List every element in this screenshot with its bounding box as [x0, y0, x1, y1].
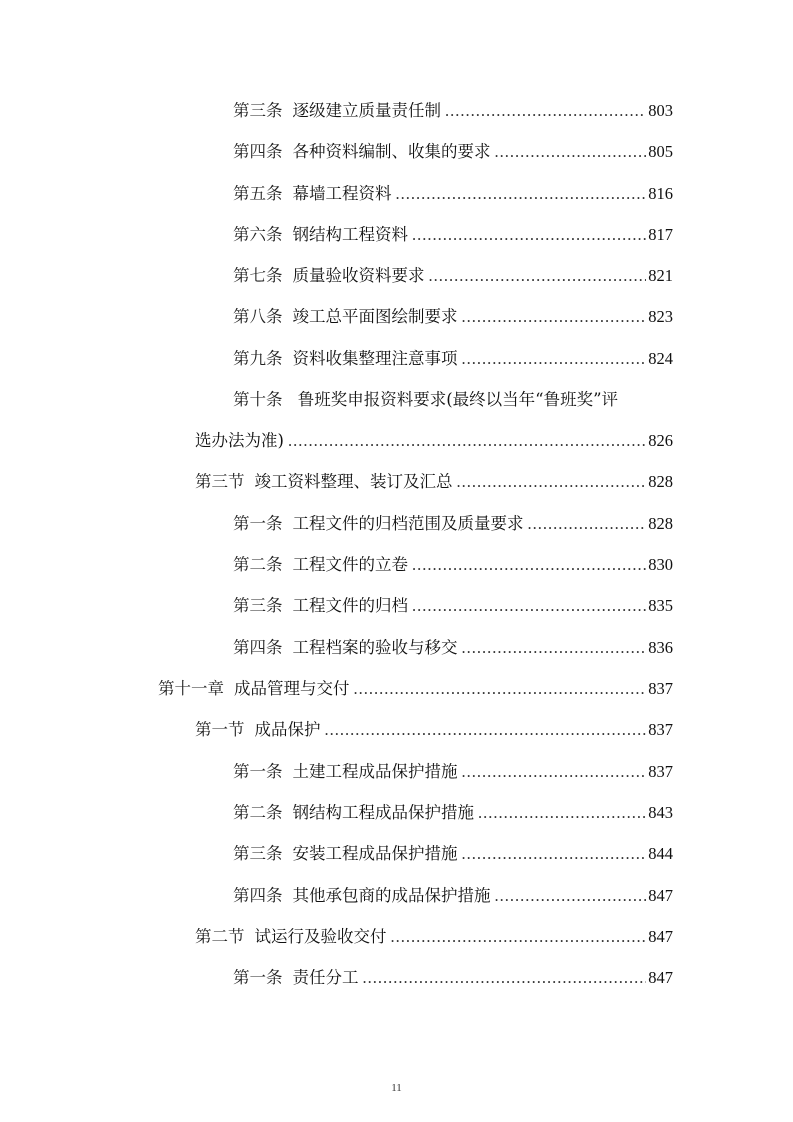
entry-title: 竣工总平面图绘制要求: [292, 307, 458, 326]
entry-number: 第七条: [233, 266, 283, 285]
dot-leader: [495, 882, 647, 910]
entry-page: 817: [648, 225, 673, 244]
dot-leader: [462, 758, 647, 786]
toc-entry[interactable]: [233, 964, 673, 992]
entry-number: 第一条: [233, 968, 283, 987]
entry-title: 钢结构工程资料: [292, 225, 408, 244]
dot-leader: [412, 551, 646, 579]
entry-number: 第十一章: [158, 679, 224, 698]
entry-title: 质量验收资料要求: [292, 266, 425, 285]
entry-title: 工程文件的归档范围及质量要求: [292, 514, 524, 533]
entry-page: 824: [648, 349, 673, 368]
entry-number: 第二条: [233, 555, 283, 574]
entry-page: 843: [648, 803, 673, 822]
dot-leader: [288, 427, 646, 455]
entry-number: 第三节: [195, 472, 245, 491]
entry-title: 逐级建立质量责任制: [292, 101, 441, 120]
toc-entry[interactable]: [233, 592, 673, 620]
dot-leader: [462, 303, 647, 331]
entry-page: 847: [648, 886, 673, 905]
entry-title: 土建工程成品保护措施: [292, 762, 458, 781]
toc-entry[interactable]: [233, 882, 673, 910]
entry-page: 847: [648, 968, 673, 987]
dot-leader: [495, 138, 647, 166]
entry-page: 837: [648, 679, 673, 698]
dot-leader: [325, 716, 647, 744]
entry-title: 各种资料编制、收集的要求: [292, 142, 491, 161]
entry-title: 成品管理与交付: [234, 679, 350, 698]
toc-entry[interactable]: [233, 634, 673, 662]
page-number: 11: [391, 1082, 402, 1094]
toc-entry[interactable]: [195, 468, 673, 496]
entry-title: 工程文件的立卷: [292, 555, 408, 574]
entry-number: 第二条: [233, 803, 283, 822]
toc-entry[interactable]: [233, 510, 673, 538]
toc-entry[interactable]: [195, 923, 673, 951]
entry-number: 第一节: [195, 720, 245, 739]
toc-entry[interactable]: [233, 345, 673, 373]
dot-leader: [462, 345, 647, 373]
entry-title: 安装工程成品保护措施: [292, 844, 458, 863]
entry-number: 第四条: [233, 142, 283, 161]
entry-page: 805: [648, 142, 673, 161]
dot-leader: [478, 799, 646, 827]
toc-entry[interactable]: [233, 303, 673, 331]
dot-leader: [429, 262, 647, 290]
toc-entry[interactable]: [233, 799, 673, 827]
entry-title: 成品保护: [254, 720, 321, 739]
dot-leader: [391, 923, 647, 951]
toc-entry[interactable]: [233, 840, 673, 868]
entry-number: 第三条: [233, 844, 283, 863]
entry-title: 幕墙工程资料: [292, 184, 392, 203]
entry-page: 828: [648, 514, 673, 533]
entry-title: 其他承包商的成品保护措施: [292, 886, 491, 905]
toc-entry-wrapped-second-line[interactable]: [195, 427, 673, 455]
entry-title: 竣工资料整理、装订及汇总: [254, 472, 453, 491]
dot-leader: [462, 840, 647, 868]
toc-entry[interactable]: [233, 221, 673, 249]
entry-page: 847: [648, 927, 673, 946]
toc-entry[interactable]: [195, 716, 673, 744]
entry-page: 835: [648, 596, 673, 615]
entry-number: 第三条: [233, 596, 283, 615]
toc-entry-chapter[interactable]: [158, 675, 673, 703]
dot-leader: [396, 180, 647, 208]
dot-leader: [528, 510, 647, 538]
entry-title: 鲁班奖申报资料要求(最终以当年“鲁班奖”评: [297, 390, 619, 409]
entry-number: 第一条: [233, 762, 283, 781]
entry-number: 第八条: [233, 307, 283, 326]
entry-page: 816: [648, 184, 673, 203]
entry-page: 837: [648, 762, 673, 781]
dot-leader: [457, 468, 647, 496]
dot-leader: [354, 675, 647, 703]
dot-leader: [412, 592, 646, 620]
entry-title: 钢结构工程成品保护措施: [292, 803, 474, 822]
entry-page: 828: [648, 472, 673, 491]
toc-entry[interactable]: [233, 262, 673, 290]
entry-number: 第二节: [195, 927, 245, 946]
entry-number: 第四条: [233, 638, 283, 657]
entry-page: 830: [648, 555, 673, 574]
toc-entry[interactable]: [233, 180, 673, 208]
toc-entry[interactable]: [233, 97, 673, 125]
toc-entry-wrapped-first-line[interactable]: [233, 386, 618, 414]
dot-leader: [412, 221, 646, 249]
entry-number: 第六条: [233, 225, 283, 244]
entry-number: 第五条: [233, 184, 283, 203]
entry-page: 803: [648, 101, 673, 120]
entry-page: 823: [648, 307, 673, 326]
entry-title: 工程文件的归档: [292, 596, 408, 615]
toc-entry[interactable]: [233, 138, 673, 166]
entry-title: 资料收集整理注意事项: [292, 349, 458, 368]
entry-number: 第十条: [233, 390, 283, 409]
toc-entry[interactable]: [233, 551, 673, 579]
entry-title-continued: 选办法为准): [195, 431, 284, 450]
toc-entry[interactable]: [233, 758, 673, 786]
entry-title: 试运行及验收交付: [254, 927, 387, 946]
entry-title: 工程档案的验收与移交: [292, 638, 458, 657]
entry-page: 821: [648, 266, 673, 285]
entry-number: 第四条: [233, 886, 283, 905]
entry-page: 836: [648, 638, 673, 657]
entry-title: 责任分工: [292, 968, 359, 987]
dot-leader: [363, 964, 647, 992]
dot-leader: [445, 97, 646, 125]
entry-number: 第三条: [233, 101, 283, 120]
entry-number: 第一条: [233, 514, 283, 533]
entry-page: 826: [648, 431, 673, 450]
entry-page: 844: [648, 844, 673, 863]
entry-number: 第九条: [233, 349, 283, 368]
dot-leader: [462, 634, 647, 662]
entry-page: 837: [648, 720, 673, 739]
